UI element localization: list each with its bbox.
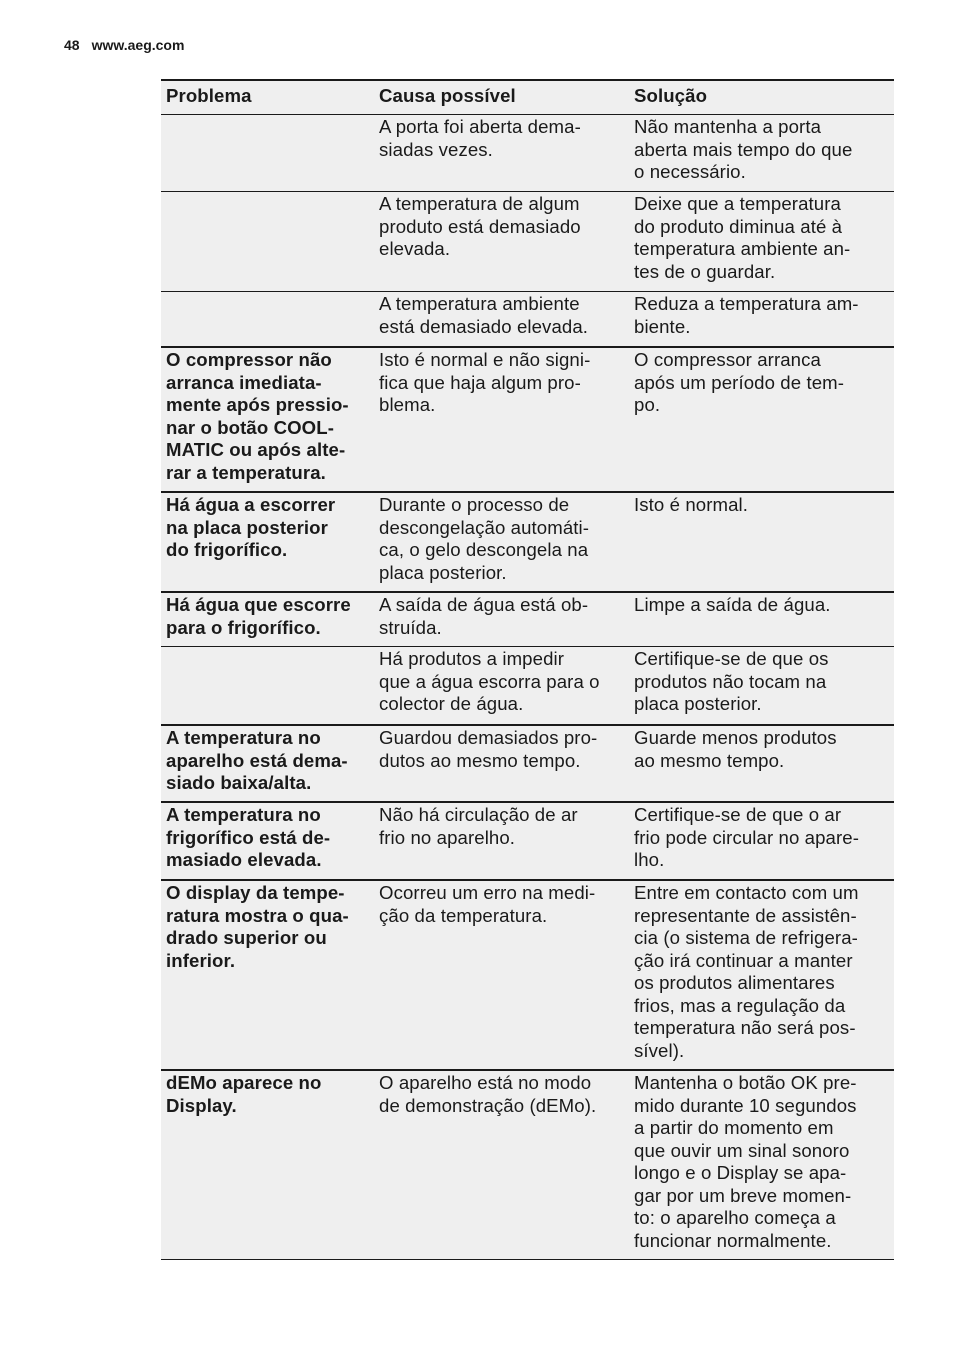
site-url: www.aeg.com: [91, 37, 185, 53]
solution-cell: Não mantenha a porta aberta mais tempo do que o necessário.: [634, 116, 853, 182]
problem-cell: A temperatura no aparelho está dema- siado baixa/alta.: [166, 727, 348, 793]
cause-cell: A temperatura de algum produto está demasiado elevada.: [379, 193, 581, 259]
cause-cell: Isto é normal e não signi- fica que haja algum pro- blema.: [379, 349, 591, 415]
problem-cell: Há água a escorrer na placa posterior do frigorífico.: [166, 494, 336, 560]
solution-cell: Reduza a temperatura am- biente.: [634, 293, 859, 337]
cause-cell: Há produtos a impedir que a água escorra para o colector de água.: [379, 648, 600, 714]
table-row: [161, 879, 894, 1069]
troubleshooting-table: [161, 79, 894, 1260]
table-row: [161, 491, 894, 591]
solution-cell: Certifique-se de que os produtos não tocam na placa posterior.: [634, 648, 829, 714]
page-header: [64, 37, 184, 53]
problem-cell: [161, 292, 374, 346]
solution-cell: O compressor arranca após um período de tem- po.: [634, 349, 845, 415]
cause-cell: A temperatura ambiente está demasiado elevada.: [379, 293, 589, 337]
problem-cell: [161, 192, 374, 291]
cause-cell: Não há circulação de ar frio no aparelho.: [379, 804, 578, 848]
problem-cell: O compressor não arranca imediata- mente após pressio- nar o botão COOL- MATIC ou após alte- rar a temperatura.: [166, 349, 349, 483]
table-row: [161, 801, 894, 879]
table-row: [161, 591, 894, 646]
problem-cell: [161, 115, 374, 191]
solution-cell: Certifique-se de que o ar frio pode circular no apare- lho.: [634, 804, 860, 870]
table-row: [161, 724, 894, 801]
cause-cell: O aparelho está no modo de demonstração (dEMo).: [379, 1072, 597, 1116]
problem-cell: Há água que escorre para o frigorífico.: [166, 594, 351, 638]
solution-cell: Mantenha o botão OK pre- mido durante 10 segundos a partir do momento em que ouvir um sinal sonoro longo e o Display se apa- gar por um breve momen- to: o aparelho começa a funcionar normalmente.: [634, 1072, 857, 1251]
problem-cell: dEMo aparece no Display.: [166, 1072, 322, 1116]
table-row: [161, 291, 894, 346]
cause-cell: Ocorreu um erro na medi- ção da temperatura.: [379, 882, 596, 926]
cause-cell: A saída de água está ob- struída.: [379, 594, 589, 638]
cause-cell: Guardou demasiados pro- dutos ao mesmo tempo.: [379, 727, 598, 771]
table-header-row: [161, 81, 894, 114]
solution-cell: Isto é normal.: [634, 494, 749, 515]
cause-cell: Durante o processo de descongelação automáti- ca, o gelo descongela na placa posterior.: [379, 494, 590, 583]
solution-cell: Entre em contacto com um representante de assistên- cia (o sistema de refrigera- ção irá continuar a manter os produtos alimentares frios, mas a regulação da temperatura não será pos- sível).: [634, 882, 859, 1061]
solution-cell: Deixe que a temperatura do produto diminua até à temperatura ambiente an- tes de o guardar.: [634, 193, 851, 282]
problem-cell: O display da tempe- ratura mostra o qua- drado superior ou inferior.: [166, 882, 349, 971]
solution-cell: Limpe a saída de água.: [634, 594, 831, 615]
cause-cell: A porta foi aberta dema- siadas vezes.: [379, 116, 581, 160]
table-row: [161, 114, 894, 191]
table-row: [161, 1069, 894, 1259]
problem-cell: A temperatura no frigorífico está de- masiado elevada.: [166, 804, 331, 870]
column-header-solution: Solução: [634, 85, 708, 106]
column-header-cause: Causa possível: [379, 85, 516, 106]
table-row: [161, 191, 894, 291]
column-header-problem: Problema: [166, 85, 252, 106]
page-number: 48: [64, 37, 80, 53]
problem-cell: [161, 647, 374, 724]
solution-cell: Guarde menos produtos ao mesmo tempo.: [634, 727, 837, 771]
table-row: [161, 346, 894, 491]
table-row: [161, 646, 894, 724]
